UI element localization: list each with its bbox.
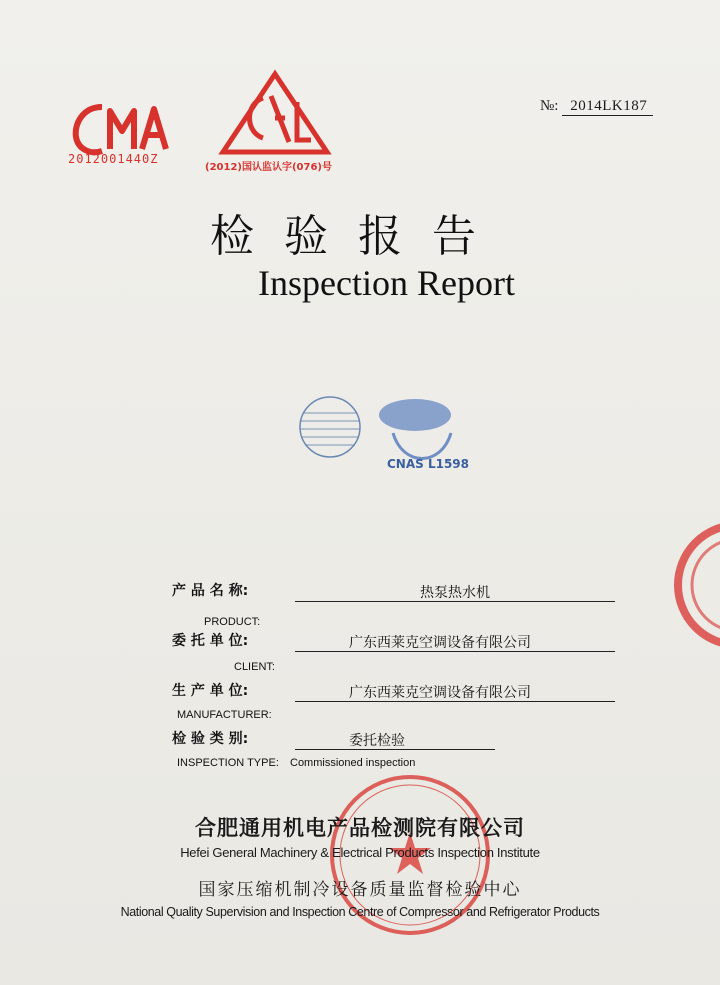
institute-name-cn: 合肥通用机电产品检测院有限公司: [195, 816, 525, 840]
cal-seal-number: (2012)国认监认字(076)号: [205, 162, 332, 173]
cma-seal-number: 2012001440Z: [68, 152, 159, 166]
ilac-cnas-logo-icon: [275, 395, 495, 485]
cnas-accreditation-code: CNAS L1598: [387, 457, 470, 471]
field-label-en: MANUFACTURER:: [177, 709, 272, 721]
field-label-cn: 产 品 名 称:: [172, 583, 249, 599]
field-label-cn: 检 验 类 别:: [172, 731, 249, 747]
field-value: 广东西莱克空调设备有限公司: [349, 635, 531, 651]
field-value-en: Commissioned inspection: [290, 757, 416, 769]
field-value: 委托检验: [349, 733, 405, 749]
field-value: 热泵热水机: [420, 585, 490, 601]
edge-stamp-icon: [668, 520, 720, 650]
title-english: Inspection Report: [258, 263, 515, 303]
field-label-cn: 委 托 单 位:: [172, 633, 249, 649]
center-name-en: National Quality Supervision and Inspection Centre of Compressor and Refrigerator Products: [120, 905, 600, 919]
document-number: [540, 98, 653, 115]
document-number-value: 2014LK187: [562, 98, 653, 116]
field-label-en: CLIENT:: [234, 661, 275, 673]
field-label-cn: 生 产 单 位:: [172, 683, 249, 699]
title-chinese: 检验报告: [210, 211, 506, 262]
field-label-en: PRODUCT:: [204, 616, 261, 628]
document-number-label: №:: [540, 98, 559, 114]
institute-name-en: Hefei General Machinery & Electrical Products Inspection Institute: [180, 845, 540, 860]
field-label-en: INSPECTION TYPE:: [177, 757, 279, 769]
field-value: 广东西莱克空调设备有限公司: [349, 685, 531, 701]
center-name-cn: 国家压缩机制冷设备质量监督检验中心: [198, 880, 522, 900]
